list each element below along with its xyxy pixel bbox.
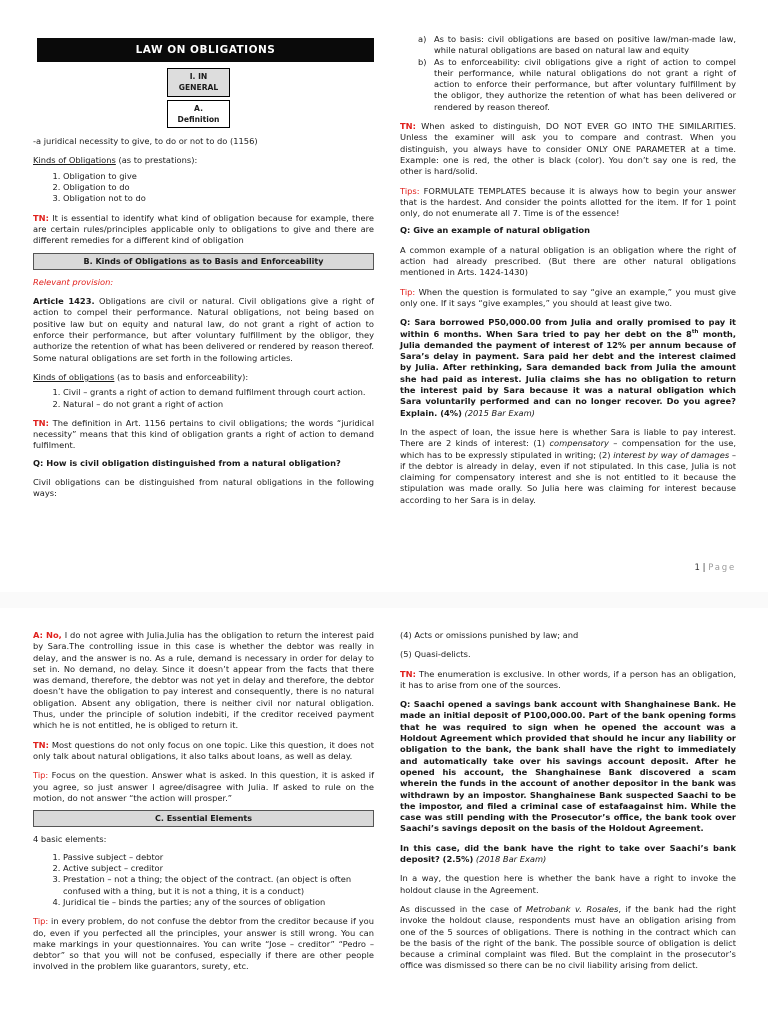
- kinds-heading: Kinds of Obligations (as to prestations):: [33, 155, 198, 166]
- answer-sara-julia: A: No, I do not agree with Julia.Julia has the obligation to return the interest paid by Sara.The controlling issue in this case is whether the debtor was really in delay, and the answer is no. As a rule, demand is necessary in order for delay to set in. No demand, no delay. Since it doesn’t appear from the facts that there was demand, therefore, the debtor was not yet in delay and therefore, the debtor doesn’t have the obligation to pay interest and consequently, there is no natural obligation. Absent any obligation, there is neither civil nor natural obligation. Thus, under the principle of solution indebiti, if the creditor received payment which he is not entitled, he is obliged to return it.: [33, 630, 374, 731]
- list-item: 1. Obligation to give: [63, 171, 374, 182]
- answer-text: As discussed in the case of Metrobank v. Rosales, if the bank had the right invoke the holdout clause, respondents must have an obligation arising from one of the 5 sources of obligations. There is nothing in the contract which can be the basis of the right of the bank. The possible source of obligation is delict because a criminal complaint was filed. But the complaint in the prosecutor’s office was dismissed so there can be no civil liability arising from delict.: [400, 903, 736, 971]
- kinds-list: [33, 171, 374, 205]
- list-item: 1. Civil – grants a right of action to demand fulfilment through court action.: [63, 387, 374, 398]
- tips-note: Tips: FORMULATE TEMPLATES because it is always how to begin your answer that is the hardest. And consider the points allotted for the item. If for 1 point only, do not enumerate all 7. Time is of the essence!: [400, 185, 736, 219]
- relevant-provision-label: Relevant provision:: [33, 276, 114, 287]
- tn-note: TN: The definition in Art. 1156 pertains to civil obligations; the words “juridical necessity” means that this kind of obligation grants a right of action to demand fulfilment.: [33, 417, 374, 451]
- list-item: 3. Prestation – not a thing; the object of the contract. (an object is often confused with a thing, but it is not a thing, it is a conduct): [63, 874, 374, 897]
- section-c-heading: C. Essential Elements: [33, 810, 374, 827]
- left-column: [33, 34, 374, 506]
- left-column: [33, 630, 374, 979]
- question-sara-julia: Q: Sara borrowed P50,000.00 from Julia and orally promised to pay it within 6 months. When Sara tried to pay her debt on the 8th month, Julia demanded the payment of interest of 12% per annum because of Sara’s delay in payment. Sara paid her debt and the interest claimed by Julia. After rethinking, Sara demanded back from Julia the amount she had paid as interest. Julia claims she has no obligation to return the interest paid by Sara because it was a natural obligation which Sara voluntarily performed and can no longer recover. Do you agree? Explain. (4%) (2015 Bar Exam): [400, 317, 736, 418]
- list-item: 2. Natural – do not grant a right of action: [63, 399, 374, 410]
- list-item: 1. Passive subject – debtor: [63, 852, 374, 863]
- elements-list: [33, 852, 374, 908]
- list-item: a) As to basis: civil obligations are based on positive law/man-made law, while natural obligations are based on natural law and equity: [418, 34, 736, 56]
- distinction-list: [400, 34, 736, 113]
- list-item: b) As to enforceability: civil obligations give a right of action to compel their performance, while natural obligations do not grant a right of action to enforce their performance, but after voluntary fulfillment by the obligor, they authorize the retention of what has been delivered or rendered by reason thereof.: [418, 56, 736, 112]
- page-2: [0, 608, 768, 1024]
- section-b-heading: B. Kinds of Obligations as to Basis and Enforceability: [33, 253, 374, 270]
- list-item: 4. Juridical tie – binds the parties; any of the sources of obligation: [63, 897, 374, 908]
- page-gap: [0, 592, 768, 608]
- list-item: 3. Obligation not to do: [63, 193, 374, 204]
- heading-in-general: I. IN GENERAL: [167, 68, 230, 97]
- tn-note: TN: Most questions do not only focus on one topic. Like this question, it does not only talk about natural obligations, it also talks about loans, as well as delay.: [33, 739, 374, 761]
- tn-note: TN: The enumeration is exclusive. In other words, if a person has an obligation, it has to arise from one of the sources.: [400, 668, 736, 690]
- answer-text: Civil obligations can be distinguished from natural obligations in the following ways:: [33, 477, 374, 499]
- right-column: [400, 34, 736, 512]
- tn-note: TN: It is essential to identify what kind of obligation because for example, there are certain rules/principles applicable only to obligations to give and there are different remedies for a different kind of obligation: [33, 212, 374, 246]
- document-title: LAW ON OBLIGATIONS: [37, 38, 374, 62]
- kinds2-heading: Kinds of obligations (as to basis and enforceability):: [33, 371, 249, 382]
- answer-text: In a way, the question here is whether the bank have a right to invoke the holdout clause in the Agreement.: [400, 873, 736, 895]
- question-civil-vs-natural: Q: How is civil obligation distinguished from a natural obligation?: [33, 457, 341, 468]
- question-saachi: Q: Saachi opened a savings bank account with Shanghainese Bank. He made an initial deposit of P100,000.00. Part of the bank opening forms that he was required to sign when he opened the account was a Holdout Agreement which provided that should he incur any liability or obligation to the bank, the bank shall have the right to immediately and automatically take over his savings account deposit. After he opened his account, the Shanghainese Bank discovered a scam wherein the funds in the account of another depositor in the bank was withdrawn by an impostor. Shanghainese Bank suspected Saachi to be the impostor, and filed a criminal case of estafaagainst him. While the case was still pending with the Prosecutor’s office, the bank took over Saachi’s savings deposit on the basis of the Holdout Agreement.: [400, 699, 736, 834]
- page-footer: 1 | Page: [694, 563, 736, 573]
- heading-definition: A. Definition: [167, 100, 230, 129]
- question-example-natural: Q: Give an example of natural obligation: [400, 225, 591, 236]
- right-column: [400, 630, 736, 978]
- tn-note: TN: When asked to distinguish, DO NOT EVER GO INTO THE SIMILARITIES. Unless the examiner will ask you to compare and contrast. When you distinguish, you always have to consider ONLY ONE PARAMETER at a time. Example: one is red, the other is black (color). You don’t say one is red, the other is hard/solid.: [400, 121, 736, 177]
- answer-text: A common example of a natural obligation is an obligation where the right of action had already prescribed. (But there are other natural obligations mentioned in Arts. 1424-1430): [400, 244, 736, 278]
- definition-text: -a juridical necessity to give, to do or not to do (1156): [33, 136, 258, 147]
- article-1423: Article 1423. Obligations are civil or natural. Civil obligations give a right of action to compel their performance. Natural obligations, not being based on positive law but on equity and natural law, do not grant a right of action to enforce their performance, but after voluntary fulfillment by the obligor, they authorize the retention of what has been delivered or rendered by reason thereof. Some natural obligations are set forth in the following articles.: [33, 296, 374, 363]
- question-bank-right: In this case, did the bank have the right to take over Saachi’s bank deposit? (2.5%) (2018 Bar Exam): [400, 842, 736, 865]
- list-item: 2. Obligation to do: [63, 182, 374, 193]
- elements-intro: 4 basic elements:: [33, 834, 107, 845]
- kinds2-list: [33, 387, 374, 410]
- source-4: (4) Acts or omissions punished by law; and: [400, 630, 579, 640]
- tip-note: Tip: When the question is formulated to say “give an example,” you must give only one. If it says “give examples,” you should at least give two.: [400, 286, 736, 308]
- tip-note: Tip: Focus on the question. Answer what is asked. In this question, it is asked if you agree, so just answer I agree/disagree with Julia. If asked to rule on the motion, do not answer “the action will prosper.”: [33, 770, 374, 803]
- tip-note: Tip: in every problem, do not confuse the debtor from the creditor because if you do, even if you perfected all the principles, your answer is still wrong. You can make markings in your questionnaires. You can write “Jose – creditor” “Pedro – debtor” so that you will not be confused, especially if there are other people involved in the problem like guarantors, surety, etc.: [33, 916, 374, 972]
- answer-text: In the aspect of loan, the issue here is whether Sara is liable to pay interest. There are 2 kinds of interest: (1) compensatory – compensation for the use, which has to be expressly stipulated in writing; (2) interest by way of damages – if the debtor is already in delay, even if not stipulated. In this case, Julia is not claiming for compensatory interest and she is not entitled to it because the stipulation was made orally. So Julia here was claiming for interest because according to her Sara is in delay.: [400, 426, 736, 505]
- list-item: 2. Active subject – creditor: [63, 863, 374, 874]
- source-5: (5) Quasi-delicts.: [400, 649, 471, 660]
